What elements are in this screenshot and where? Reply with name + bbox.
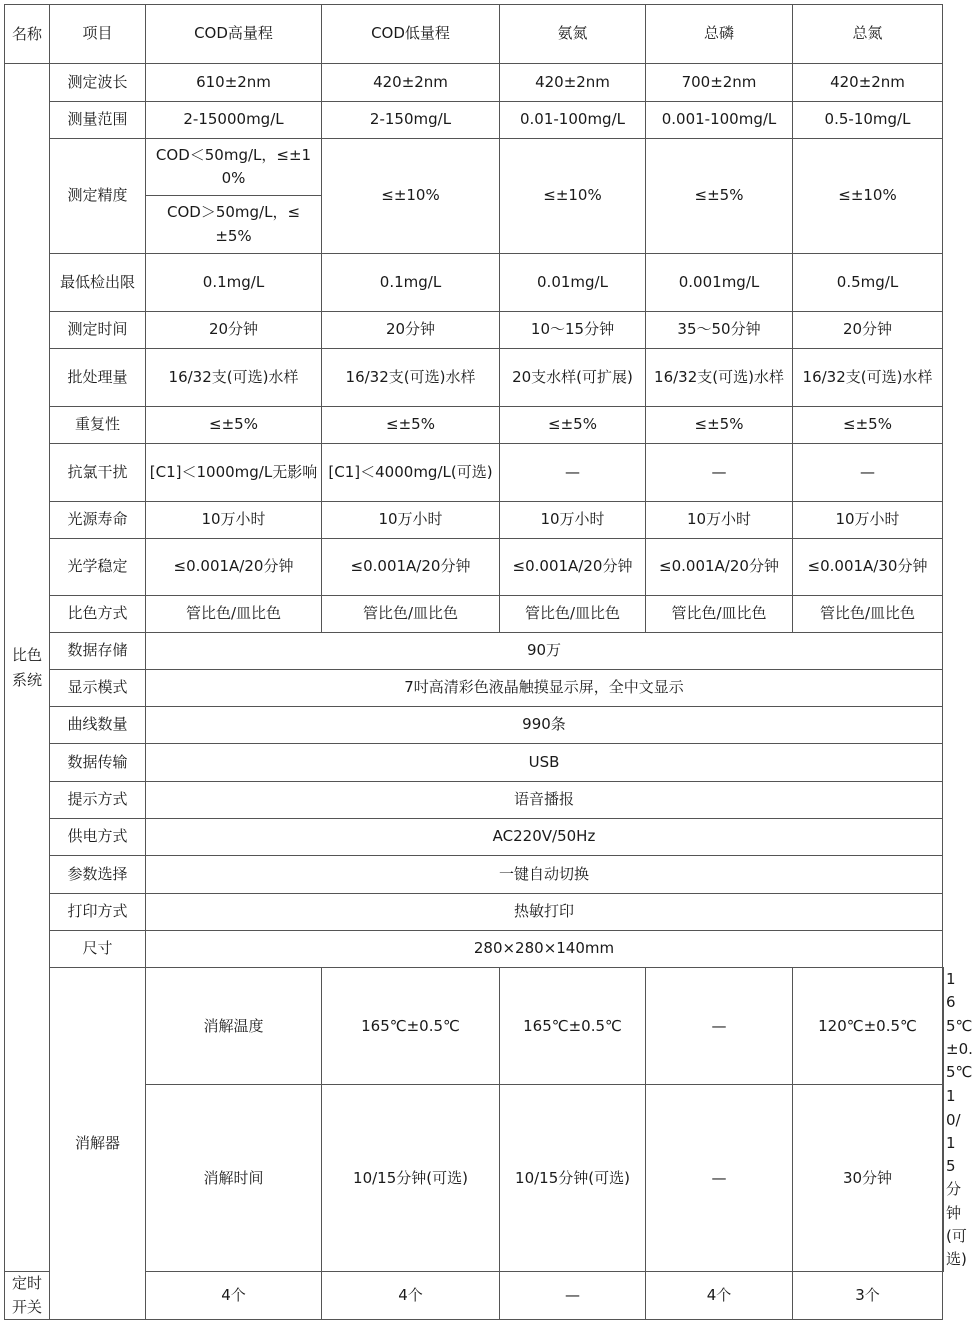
cell: 420±2nm bbox=[793, 64, 943, 102]
cell: ≤±5% bbox=[646, 139, 793, 254]
table-row bbox=[5, 596, 944, 633]
row-label: 批处理量 bbox=[50, 349, 146, 407]
row-label: 提示方式 bbox=[50, 782, 146, 819]
header-col-cod-low: COD低量程 bbox=[322, 5, 500, 64]
cell: ≤±5% bbox=[646, 407, 793, 444]
table-row bbox=[5, 968, 944, 1085]
table-row bbox=[5, 1272, 944, 1320]
spec-table bbox=[4, 4, 973, 1320]
cell: — bbox=[646, 444, 793, 502]
cell: ≤±5% bbox=[500, 407, 646, 444]
cell: 管比色/皿比色 bbox=[646, 596, 793, 633]
cell: 16/32支(可选)水样 bbox=[793, 349, 943, 407]
table-row bbox=[5, 407, 944, 444]
cell: 4个 bbox=[146, 1272, 322, 1320]
row-label: 供电方式 bbox=[50, 819, 146, 856]
cell: 管比色/皿比色 bbox=[146, 596, 322, 633]
table-row bbox=[5, 707, 944, 744]
cell: 10万小时 bbox=[793, 502, 943, 539]
header-col-phosphorus: 总磷 bbox=[646, 5, 793, 64]
cell: 4个 bbox=[646, 1272, 793, 1320]
row-label: 光学稳定 bbox=[50, 539, 146, 596]
cell: 35～50分钟 bbox=[646, 312, 793, 349]
section-colorimetric: 比色系统 bbox=[5, 64, 50, 1272]
cell: — bbox=[793, 444, 943, 502]
cell: — bbox=[500, 1272, 646, 1320]
cell: 0.001-100mg/L bbox=[646, 102, 793, 139]
row-label: 数据存储 bbox=[50, 633, 146, 670]
cell: 0.001mg/L bbox=[646, 254, 793, 312]
cell: ≤0.001A/20分钟 bbox=[500, 539, 646, 596]
header-item-label: 项目 bbox=[50, 5, 146, 64]
cell: ≤±10% bbox=[322, 139, 500, 254]
cell: 20支水样(可扩展) bbox=[500, 349, 646, 407]
row-label: 测定波长 bbox=[50, 64, 146, 102]
cell: 700±2nm bbox=[646, 64, 793, 102]
cell: 2-15000mg/L bbox=[146, 102, 322, 139]
table-row bbox=[5, 64, 944, 102]
cell: 10/15分钟(可选) bbox=[500, 1085, 646, 1272]
cell: 语音播报 bbox=[146, 782, 943, 819]
cell: 10万小时 bbox=[646, 502, 793, 539]
table-row bbox=[5, 931, 944, 968]
cell: 280×280×140mm bbox=[146, 931, 943, 968]
cell: ≤±5% bbox=[146, 407, 322, 444]
table-row bbox=[5, 1085, 944, 1272]
row-label: 参数选择 bbox=[50, 856, 146, 894]
cell: 16/32支(可选)水样 bbox=[322, 349, 500, 407]
cell: 420±2nm bbox=[322, 64, 500, 102]
row-label: 测量范围 bbox=[50, 102, 146, 139]
cell: — bbox=[500, 444, 646, 502]
row-label: 抗氯干扰 bbox=[50, 444, 146, 502]
cell: — bbox=[646, 968, 793, 1085]
cell: 10万小时 bbox=[500, 502, 646, 539]
cell: ≤0.001A/20分钟 bbox=[322, 539, 500, 596]
row-label: 最低检出限 bbox=[50, 254, 146, 312]
cell: 0.01-100mg/L bbox=[500, 102, 646, 139]
cell: ≤±10% bbox=[793, 139, 943, 254]
cell: 610±2nm bbox=[146, 64, 322, 102]
cell: 0.1mg/L bbox=[322, 254, 500, 312]
row-label: 测定时间 bbox=[50, 312, 146, 349]
cell: — bbox=[646, 1085, 793, 1272]
row-label: 显示模式 bbox=[50, 670, 146, 707]
row-label: 打印方式 bbox=[50, 894, 146, 931]
table-row bbox=[5, 782, 944, 819]
row-label: 测定精度 bbox=[50, 139, 146, 254]
row-label: 比色方式 bbox=[50, 596, 146, 633]
row-label: 重复性 bbox=[50, 407, 146, 444]
cell: [C1]＜4000mg/L(可选) bbox=[322, 444, 500, 502]
cell: 30分钟 bbox=[793, 1085, 943, 1272]
cell: 管比色/皿比色 bbox=[793, 596, 943, 633]
cell: 一键自动切换 bbox=[146, 856, 943, 894]
cell: ≤±5% bbox=[793, 407, 943, 444]
cell: COD＜50mg/L，≤±10% bbox=[146, 139, 322, 196]
table-row bbox=[5, 349, 944, 407]
row-label: 消解温度 bbox=[146, 968, 322, 1085]
cell: 420±2nm bbox=[500, 64, 646, 102]
cell: ≤±10% bbox=[500, 139, 646, 254]
header-name-label: 名称 bbox=[5, 5, 50, 64]
cell: 0.5mg/L bbox=[793, 254, 943, 312]
cell: USB bbox=[146, 744, 943, 782]
cell: 20分钟 bbox=[146, 312, 322, 349]
cell: 16/32支(可选)水样 bbox=[646, 349, 793, 407]
table-row bbox=[5, 444, 944, 502]
cell: 热敏打印 bbox=[146, 894, 943, 931]
cell: 0.01mg/L bbox=[500, 254, 646, 312]
header-col-nitrogen: 总氮 bbox=[793, 5, 943, 64]
cell: ≤0.001A/20分钟 bbox=[146, 539, 322, 596]
row-label: 数据传输 bbox=[50, 744, 146, 782]
table-row bbox=[5, 312, 944, 349]
row-label: 光源寿命 bbox=[50, 502, 146, 539]
row-label: 尺寸 bbox=[50, 931, 146, 968]
section-digester: 消解器 bbox=[50, 968, 146, 1320]
header-col-cod-high: COD高量程 bbox=[146, 5, 322, 64]
table-row bbox=[5, 894, 944, 931]
table-row bbox=[5, 254, 944, 312]
cell: 990条 bbox=[146, 707, 943, 744]
table-row bbox=[5, 819, 944, 856]
cell: 7吋高清彩色液晶触摸显示屏，全中文显示 bbox=[146, 670, 943, 707]
cell: 3个 bbox=[793, 1272, 943, 1320]
header-col-ammonia: 氨氮 bbox=[500, 5, 646, 64]
table-row bbox=[5, 670, 944, 707]
cell: 0.1mg/L bbox=[146, 254, 322, 312]
cell: 165℃±0.5℃ bbox=[500, 968, 646, 1085]
cell: 4个 bbox=[322, 1272, 500, 1320]
cell: ≤0.001A/20分钟 bbox=[646, 539, 793, 596]
row-label: 定时开关 bbox=[5, 1272, 50, 1320]
cell: 管比色/皿比色 bbox=[500, 596, 646, 633]
cell: ≤±5% bbox=[322, 407, 500, 444]
cell: 20分钟 bbox=[793, 312, 943, 349]
header-row bbox=[5, 5, 944, 64]
cell: 20分钟 bbox=[322, 312, 500, 349]
cell: 管比色/皿比色 bbox=[322, 596, 500, 633]
cell: ≤0.001A/30分钟 bbox=[793, 539, 943, 596]
table-row bbox=[5, 744, 944, 782]
table-row bbox=[5, 502, 944, 539]
cell: 10万小时 bbox=[146, 502, 322, 539]
cell: AC220V/50Hz bbox=[146, 819, 943, 856]
cell: 10万小时 bbox=[322, 502, 500, 539]
row-label: 消解时间 bbox=[146, 1085, 322, 1272]
table-row bbox=[5, 102, 944, 139]
cell: 10/15分钟(可选) bbox=[322, 1085, 500, 1272]
table-row bbox=[5, 856, 944, 894]
cell: 165℃±0.5℃ bbox=[943, 968, 944, 1085]
cell: 0.5-10mg/L bbox=[793, 102, 943, 139]
table-row bbox=[5, 139, 944, 196]
cell: 165℃±0.5℃ bbox=[322, 968, 500, 1085]
cell: 16/32支(可选)水样 bbox=[146, 349, 322, 407]
cell: [C1]＜1000mg/L无影响 bbox=[146, 444, 322, 502]
table-row bbox=[5, 539, 944, 596]
cell: 10～15分钟 bbox=[500, 312, 646, 349]
row-label: 曲线数量 bbox=[50, 707, 146, 744]
cell: 10/15分钟(可选) bbox=[943, 1085, 944, 1272]
cell: COD＞50mg/L，≤±5% bbox=[146, 196, 322, 254]
cell: 120℃±0.5℃ bbox=[793, 968, 943, 1085]
table-row bbox=[5, 633, 944, 670]
cell: 2-150mg/L bbox=[322, 102, 500, 139]
cell: 90万 bbox=[146, 633, 943, 670]
